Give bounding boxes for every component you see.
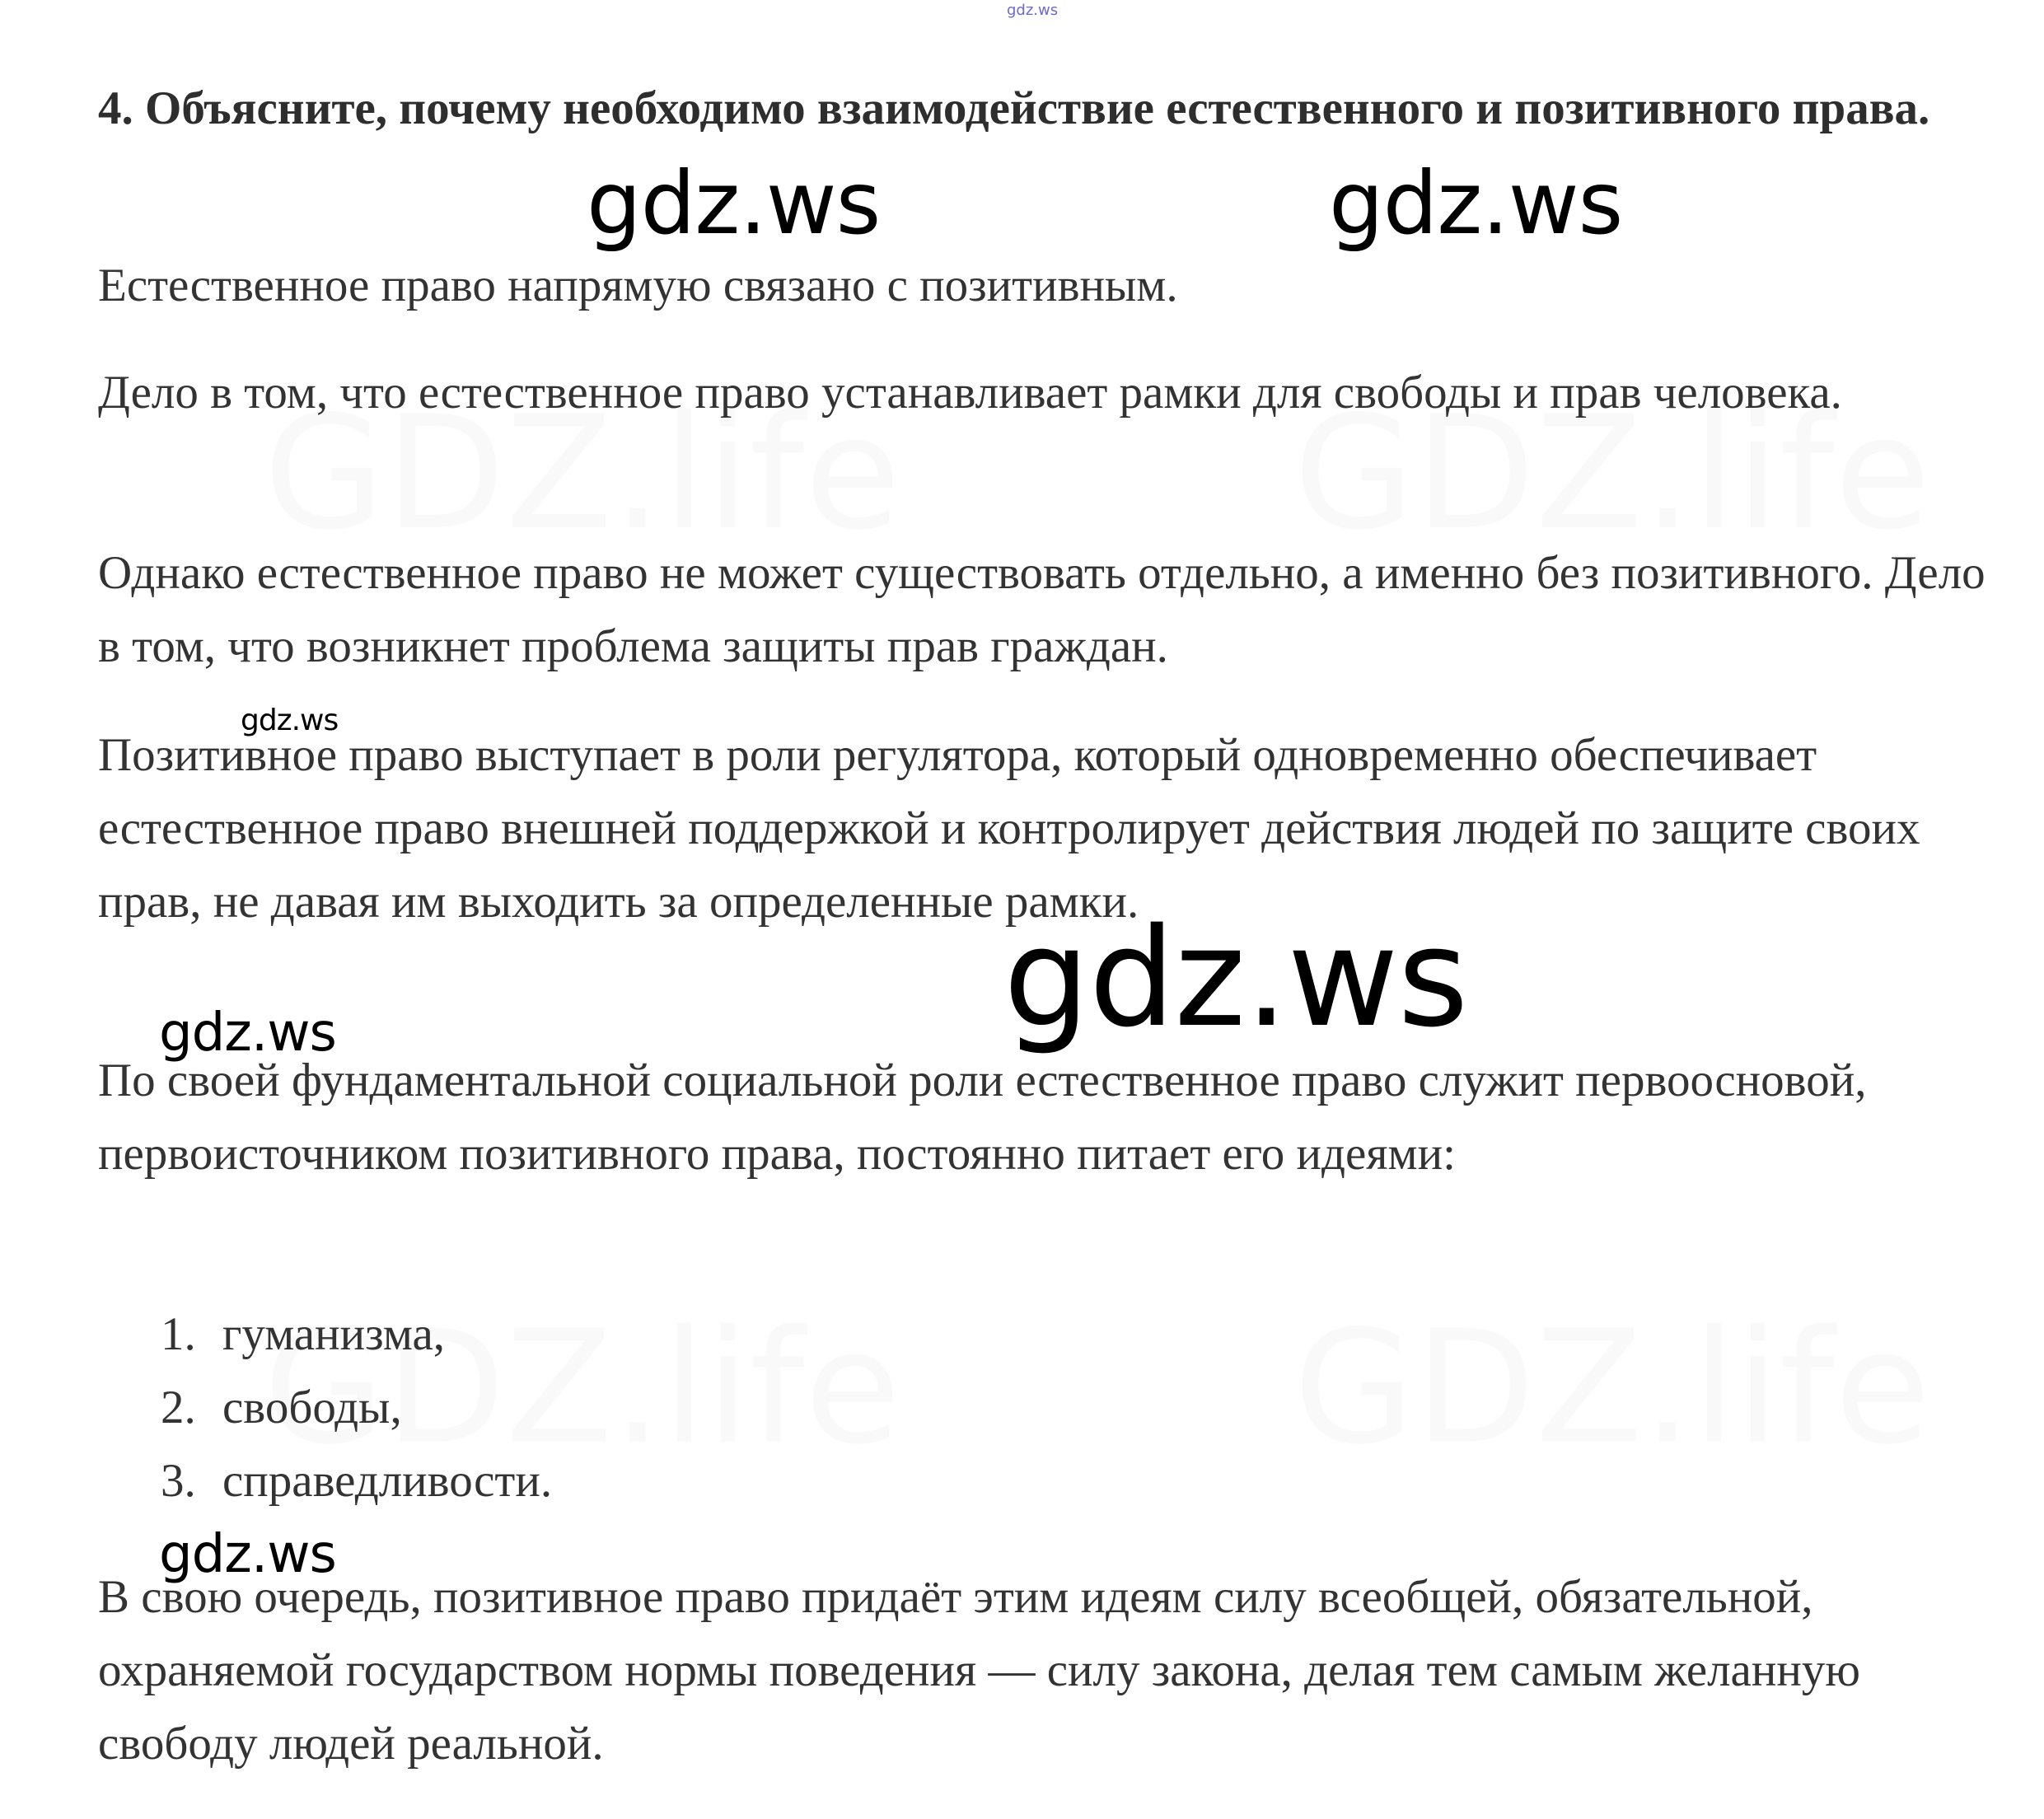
list-number: 2. <box>161 1382 196 1433</box>
list-number: 3. <box>161 1455 196 1507</box>
watermark: gdz.ws <box>159 1524 336 1585</box>
paragraph-2: Дело в том, что естественное право устанавливает рамки для свободы и прав человека. <box>98 367 1842 419</box>
faint-watermark <box>1293 1310 1930 1466</box>
list-item <box>161 1298 552 1371</box>
paragraph-1: Естественное право напрямую связано с позитивным. <box>98 260 1178 311</box>
watermark: gdz.ws <box>241 704 339 737</box>
watermark: gdz.ws <box>1003 899 1468 1057</box>
list-item <box>161 1444 552 1517</box>
watermark: gdz.ws <box>587 153 881 254</box>
paragraph-3: Однако естественное право не может существовать отдельно, а именно без позитивного. Дело в том, что возникнет проблема защиты прав граждан. <box>98 547 1986 672</box>
list-number: 1. <box>161 1308 196 1360</box>
list-text: гуманизма, <box>222 1308 446 1360</box>
watermark: gdz.ws <box>159 1003 336 1064</box>
list-text: справедливости. <box>222 1455 553 1507</box>
ideas-list <box>161 1298 552 1517</box>
list-item <box>161 1371 552 1444</box>
paragraph-5: По своей фундаментальной социальной роли естественное право служит первоосновой, первоисточником позитивного права, постоянно питает его идеями: <box>98 1054 1867 1180</box>
top-watermark: gdz.ws <box>1007 2 1059 19</box>
paragraph-6: В свою очередь, позитивное право придаёт этим идеям силу всеобщей, обязательной, охраняемой государством нормы поведения — силу закона, делая тем самым желанную свободу людей реальной. <box>98 1571 1860 1770</box>
list-text: свободы, <box>222 1382 402 1433</box>
question-heading: 4. Объясните, почему необходимо взаимодействие естественного и позитивного права. <box>98 82 1930 134</box>
paragraph-4: Позитивное право выступает в роли регулятора, который одновременно обеспечивает естественное право внешней поддержкой и контролирует действия людей по защите своих прав, не давая им выходить за определенные рамки. <box>98 729 1920 928</box>
watermark: gdz.ws <box>1329 153 1623 254</box>
